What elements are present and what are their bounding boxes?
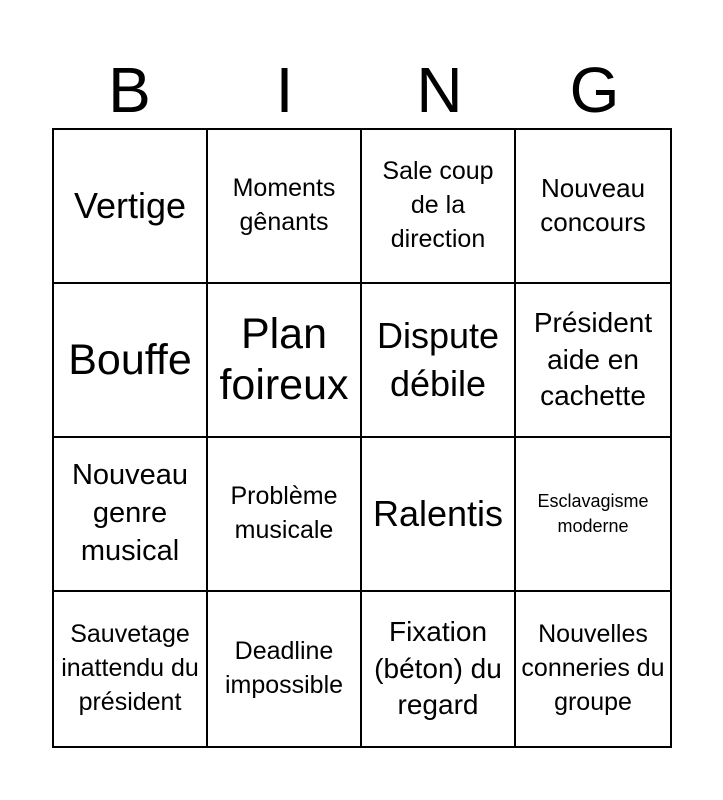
bingo-cell[interactable] [362,130,516,284]
header-letter-i: I [275,54,294,126]
bingo-cell[interactable] [54,592,208,746]
cell-text: Sauvetage inattendu du président [61,620,199,716]
cell-text: Nouveau concours [540,173,646,237]
bingo-cell[interactable] [362,592,516,746]
cell-text: Moments gênants [232,174,336,236]
cell-text: Dispute débile [376,315,500,404]
bingo-cell[interactable] [208,130,362,284]
cell-text: Fixation (béton) du regard [374,616,502,721]
cell-text: Sale coup de la direction [382,157,494,253]
cell-text: Nouvelles conneries du groupe [521,620,665,716]
cell-text: Président aide en cachette [533,307,653,412]
cell-text: Ralentis [372,493,504,535]
cell-text: Vertige [73,185,187,227]
bingo-cell[interactable] [54,438,208,592]
cell-text: Problème musicale [230,482,338,544]
header-letter-n: N [416,54,463,126]
bingo-cell[interactable] [516,130,670,284]
bingo-cell[interactable] [362,284,516,438]
cell-text: Nouveau genre musical [71,459,189,567]
bingo-header [52,52,672,128]
cell-text: Bouffe [68,335,192,384]
bingo-cell[interactable] [208,284,362,438]
bingo-cell[interactable] [208,438,362,592]
bingo-grid [52,128,672,748]
header-letter-b: B [108,54,151,126]
cell-text: Plan foireux [219,310,349,409]
cell-text: Esclavagisme moderne [537,490,649,536]
cell-text: Deadline impossible [224,637,344,699]
bingo-cell[interactable] [516,438,670,592]
bingo-cell[interactable] [54,130,208,284]
bingo-cell[interactable] [516,284,670,438]
bingo-cell[interactable] [208,592,362,746]
bingo-cell[interactable] [362,438,516,592]
bingo-cell[interactable] [516,592,670,746]
bingo-cell[interactable] [54,284,208,438]
header-letter-g: G [569,54,620,126]
